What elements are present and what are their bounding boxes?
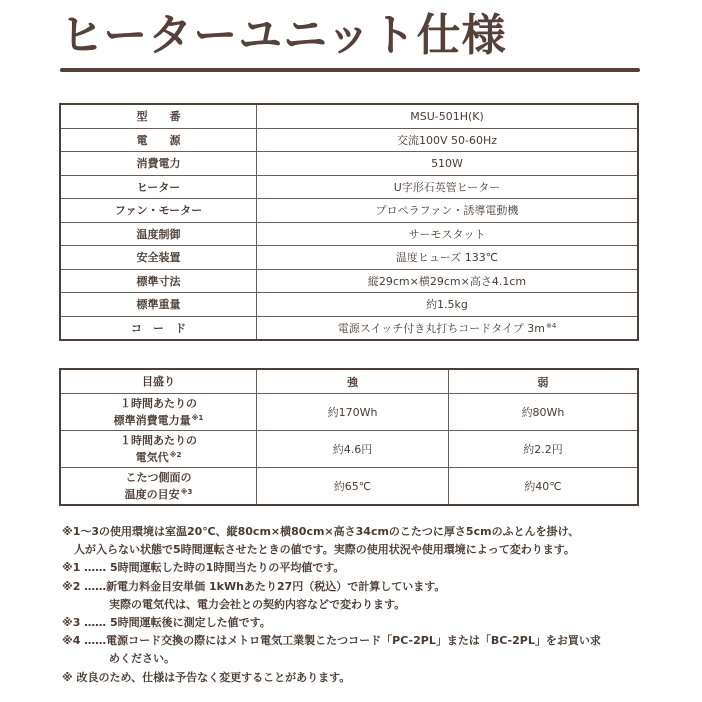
usage-strong: 約65℃ [257,468,449,506]
footnote-ref: ※2 [169,450,182,459]
footnotes [62,523,662,687]
spec-label: 消費電力 [60,152,257,176]
note-line: ※2 ……新電力料金目安単価 1kWhあたり27円（税込）で計算しています。 [62,579,446,593]
usage-weak: 約80Wh [449,394,639,431]
label-line2: 温度の目安 [124,487,180,501]
usage-label [60,394,257,431]
spec-value: 温度ヒューズ 133℃ [257,246,639,270]
table-row [60,269,638,293]
note-line: 実際の電気代は、電力会社との契約内容などで変わります。 [109,597,406,611]
spec-value: プロペラファン・誘導電動機 [257,199,639,223]
usage-label [60,431,257,468]
label-line2: 電気代 [135,450,169,464]
header-strong: 強 [257,369,449,394]
usage-strong: 約170Wh [257,394,449,431]
spec-label: 温度制御 [60,222,257,246]
table-row [60,394,638,431]
note-line: ※4 ……電源コード交換の際にはメトロ電気工業製こたつコード「PC-2PL」または「BC-2PL」をお買い求 [62,634,601,648]
table-row [60,246,638,270]
spec-value: 約1.5kg [257,293,639,317]
spec-label: 型 番 [60,104,257,128]
table-header-row [60,369,638,394]
table-row [60,128,638,152]
table-row [60,316,638,340]
footnote-ref: ※1 [191,413,204,422]
table-row [60,104,638,128]
table-row [60,431,638,468]
table-row [60,468,638,506]
spec-value: 510W [257,152,639,176]
spec-value: サーモスタット [257,222,639,246]
usage-weak: 約2.2円 [449,431,639,468]
spec-value-text: 電源スイッチ付き丸打ちコードタイプ 3m [337,321,545,335]
spec-value: U字形石英管ヒーター [257,175,639,199]
table-row [60,175,638,199]
spec-label: 標準寸法 [60,269,257,293]
note-line: ※1～3の使用環境は室温20℃、縦80cm×横80cm×高さ34cmのこたつに厚さ5cmのふとんを掛け、 [62,525,580,538]
spec-label: ヒーター [60,175,257,199]
table-row [60,152,638,176]
usage-strong: 約4.6円 [257,431,449,468]
label-line1: １時間あたりの [120,396,197,410]
footnote-ref: ※4 [545,321,557,330]
note-line: ※ 改良のため、仕様は予告なく変更することがあります。 [62,670,351,684]
spec-label: 安全装置 [60,246,257,270]
usage-label [60,468,257,506]
usage-weak: 約40℃ [449,468,639,506]
label-line1: １時間あたりの [120,433,197,447]
note-line: ※1 …… 5時間運転した時の1時間当たりの平均値です。 [62,561,345,575]
note-line: めください。 [109,652,175,666]
table-row [60,222,638,246]
header-weak: 弱 [449,369,639,394]
spec-label: ファン・モーター [60,199,257,223]
title-underline [60,68,640,72]
page-title: ヒーターユニット仕様 [60,10,507,61]
spec-table [59,103,639,341]
note-line: 人が入らない状態で5時間運転させたときの値です。実際の使用状況や使用環境によって変わります。 [74,543,575,557]
header-scale: 目盛り [60,369,257,394]
spec-value: MSU-501H(K) [257,104,639,128]
spec-label: コ ー ド [60,316,257,340]
table-row [60,293,638,317]
label-line2: 標準消費電力量 [113,413,191,427]
spec-label: 電 源 [60,128,257,152]
spec-value: 縦29cm×横29cm×高さ4.1cm [257,269,639,293]
footnote-ref: ※3 [180,487,193,496]
spec-value [257,316,639,340]
spec-value: 交流100V 50-60Hz [257,128,639,152]
note-line: ※3 …… 5時間運転後に測定した値です。 [62,616,271,630]
usage-table [59,368,639,506]
label-line1: こたつ側面の [125,470,192,484]
table-row [60,199,638,223]
spec-label: 標準重量 [60,293,257,317]
